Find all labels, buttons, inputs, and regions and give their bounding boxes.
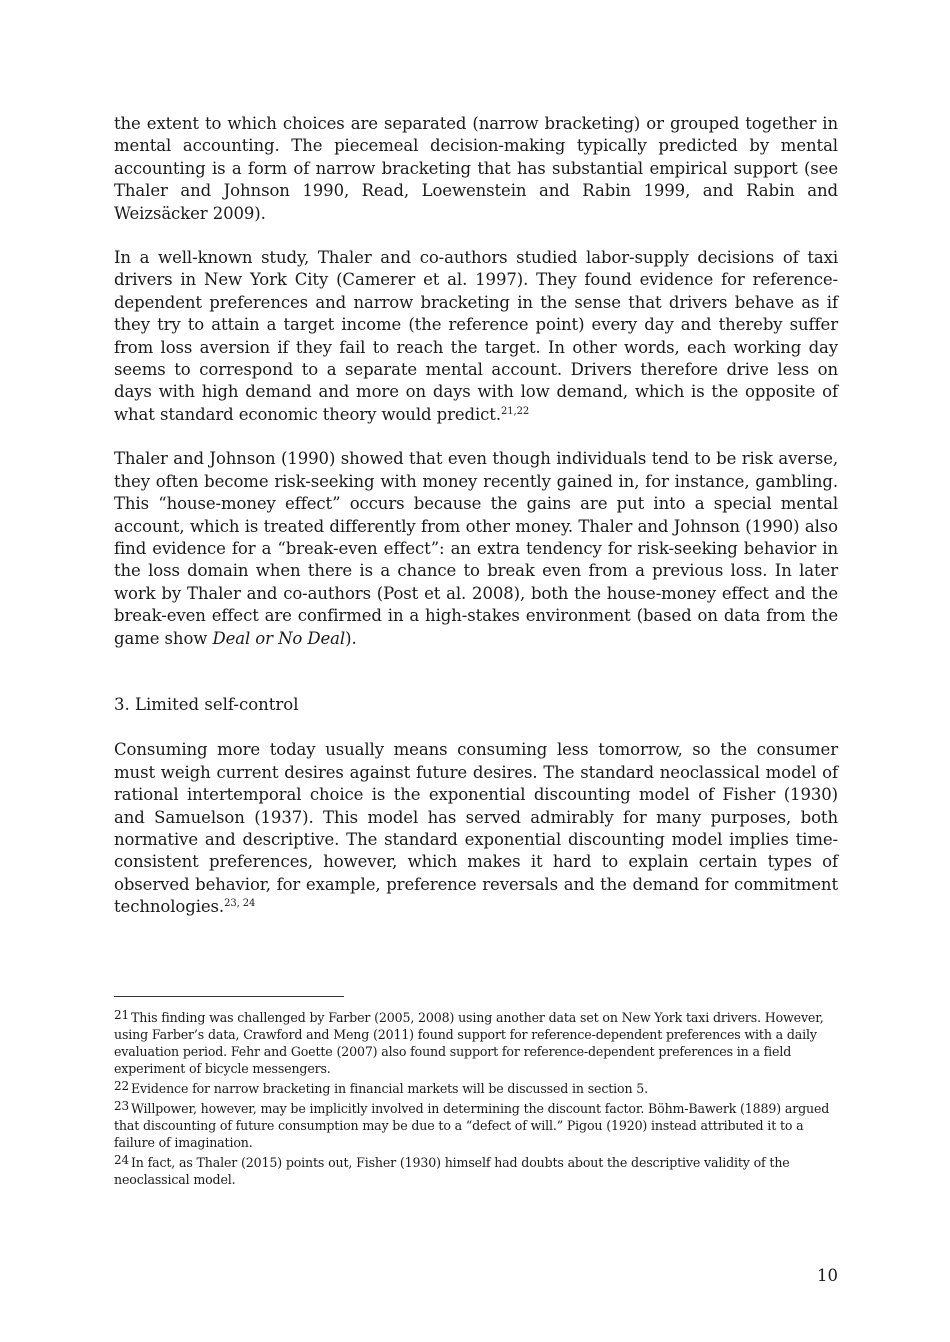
- paragraph-house-money-effect: [114, 448, 838, 650]
- footnote-mark: 22: [114, 1079, 129, 1093]
- section-heading: 3. Limited self-control: [114, 694, 299, 714]
- footnote-divider: [114, 996, 344, 997]
- footnote-text: Evidence for narrow bracketing in financial markets will be discussed in section 5.: [130, 1081, 649, 1096]
- paragraph-taxi-drivers: [114, 247, 838, 426]
- show-title: Deal or No Deal: [212, 628, 346, 648]
- paragraph-text: In a well-known study, Thaler and co-authors studied labor-supply decisions of taxi drivers in New York City (Camerer et al. 1997). They found evidence for reference-dependent preferences and narrow bracketing in the sense that drivers behave as if they try to attain a target income (the reference point) every day and thereby suffer from loss aversion if they fail to reach the target. In other words, each working day seems to correspond to a separate mental account. Drivers therefore drive less on days with high demand and more on days with low demand, which is the opposite of what standard economic theory would predict.: [114, 248, 838, 424]
- footnote-24: [114, 1154, 838, 1188]
- footnote-mark: 24: [114, 1153, 129, 1167]
- page-body: [114, 113, 838, 919]
- footnote-text: This finding was challenged by Farber (2005, 2008) using another data set on New York taxi drivers. However, using Farber’s data, Crawford and Meng (2011) found support for reference-dependent preferences with a daily evaluation period. Fehr and Goette (2007) also found support for reference-dependent preferences in a field experiment of bicycle messengers.: [114, 1010, 824, 1076]
- page-number: 10: [817, 1266, 838, 1285]
- paragraph-text-end: ).: [345, 628, 357, 648]
- footnotes: [114, 1009, 838, 1191]
- footnote-21: [114, 1009, 838, 1077]
- footnote-mark: 21: [114, 1008, 129, 1022]
- footnote-text: Willpower, however, may be implicitly involved in determining the discount factor. Böhm-Bawerk (1889) argued that discounting of future consumption may be due to a “defect of will.” Pigou (1920) instead attributed it to a failure of imagination.: [114, 1101, 830, 1150]
- paragraph-text: the extent to which choices are separated (narrow bracketing) or grouped together in mental accounting. The piecemeal decision-making typically predicted by mental accounting is a form of narrow bracketing that has substantial empirical support (see Thaler and Johnson 1990, Read, Loewenstein and Rabin 1999, and Rabin and Weizsäcker 2009).: [114, 114, 838, 223]
- footnote-reference[interactable]: 23, 24: [224, 898, 256, 910]
- footnote-text: In fact, as Thaler (2015) points out, Fisher (1930) himself had doubts about the descriptive validity of the neoclassical model.: [114, 1155, 790, 1187]
- paragraph-text: Consuming more today usually means consuming less tomorrow, so the consumer must weigh current desires against future desires. The standard neoclassical model of rational intertemporal choice is the exponential discounting model of Fisher (1930) and Samuelson (1937). This model has served admirably for many purposes, both normative and descriptive. The standard exponential discounting model implies time-consistent preferences, however, which makes it hard to explain certain types of observed behavior, for example, preference reversals and the demand for commitment technologies.: [114, 740, 838, 917]
- footnote-22: [114, 1080, 838, 1097]
- footnote-23: [114, 1100, 838, 1151]
- paragraph-text: Thaler and Johnson (1990) showed that even though individuals tend to be risk averse, they often become risk-seeking with money recently gained in, for instance, gambling. This “house-money effect” occurs because the gains are put into a special mental account, which is treated differently from other money. Thaler and Johnson (1990) also find evidence for a “break-even effect”: an extra tendency for risk-seeking behavior in the loss domain when there is a chance to break even from a previous loss. In later work by Thaler and co-authors (Post et al. 2008), both the house-money effect and the break-even effect are confirmed in a high-stakes environment (based on data from the game show: [114, 449, 838, 648]
- paragraph-mental-accounting: [114, 113, 838, 225]
- footnote-reference[interactable]: 21,22: [500, 405, 530, 417]
- paragraph-self-control: [114, 739, 838, 918]
- footnote-mark: 23: [114, 1099, 129, 1113]
